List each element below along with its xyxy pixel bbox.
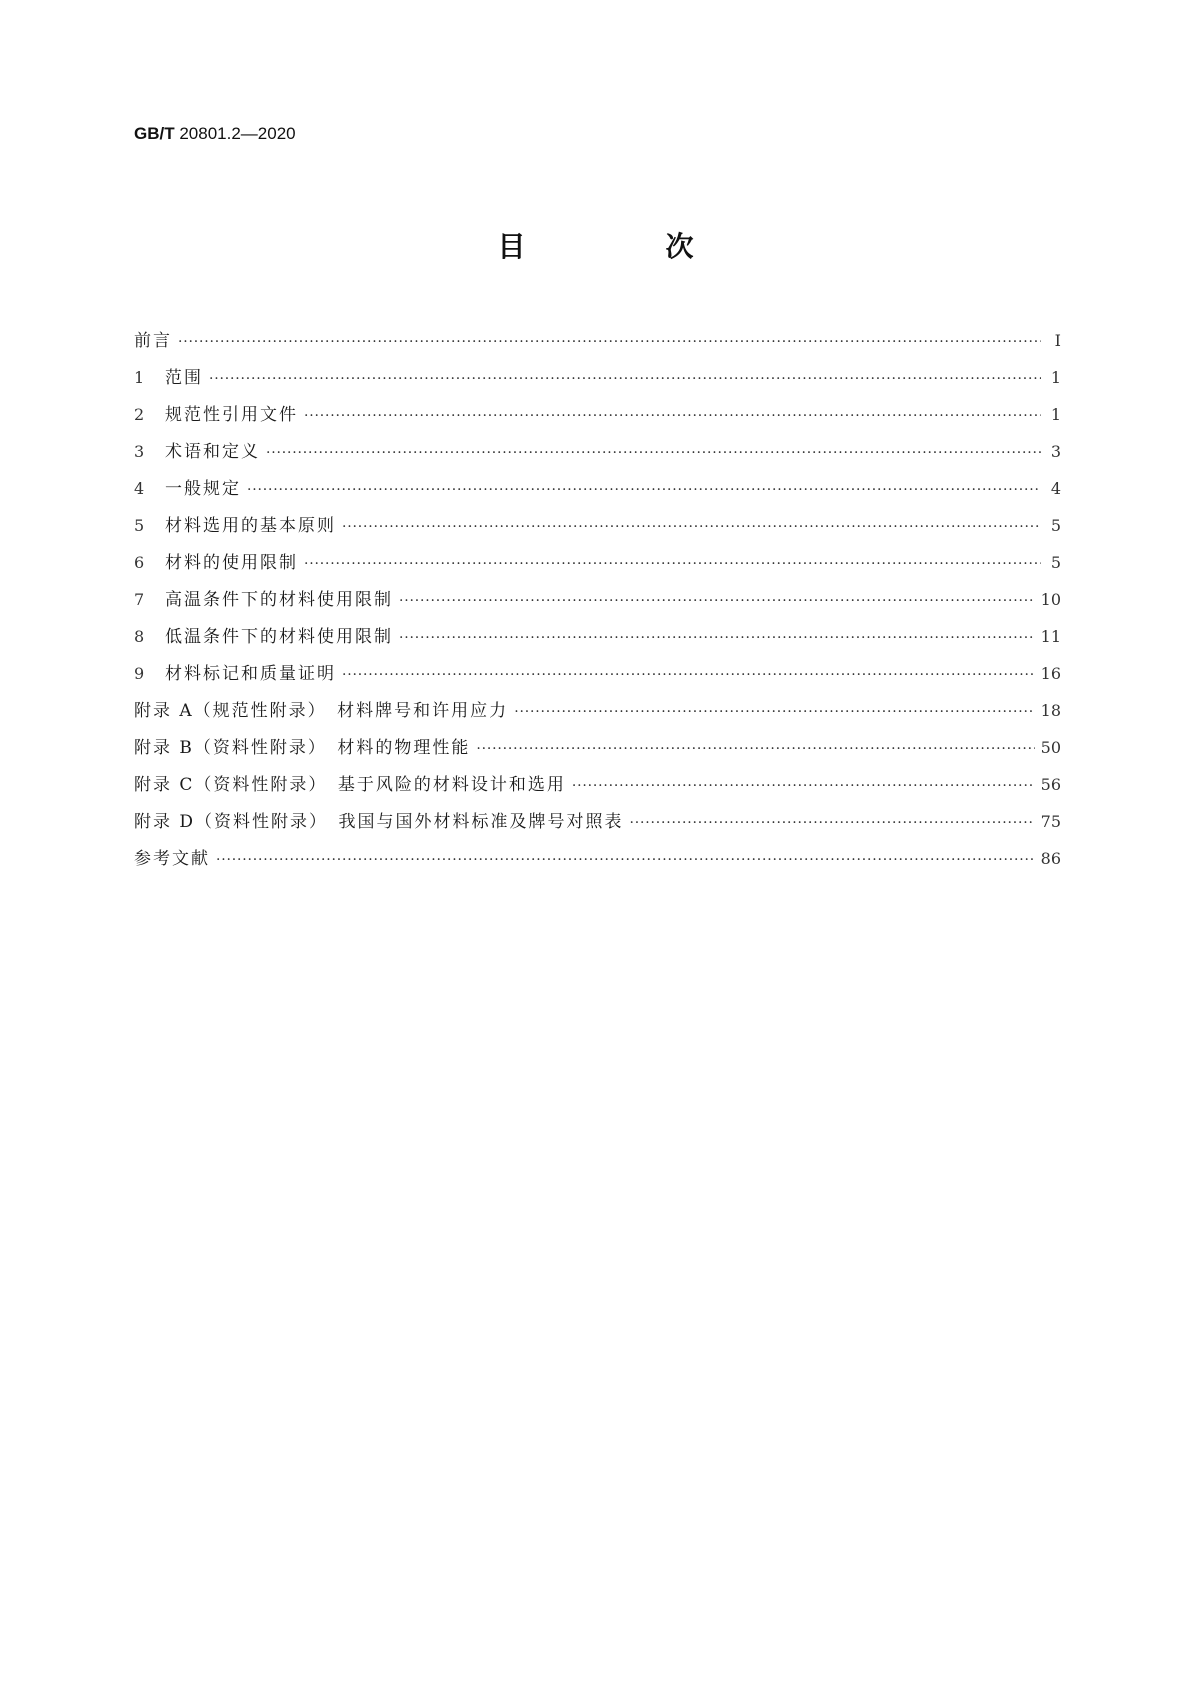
toc-entry-label: 材料的使用限制: [165, 553, 298, 573]
toc-entry-label: 附录 C（资料性附录） 基于风险的材料设计和选用: [134, 775, 566, 795]
toc-leader-dots: [209, 371, 1041, 387]
toc-leader-dots: [216, 852, 1035, 868]
toc-leader-dots: [572, 778, 1035, 794]
toc-entry-page: 10: [1040, 590, 1061, 609]
toc-entry-page: 5: [1050, 553, 1061, 572]
toc-entry-annex-b[interactable]: [134, 733, 1061, 770]
toc-entry-page: 11: [1040, 627, 1061, 646]
toc-leader-dots: [342, 519, 1041, 535]
toc-entry-annex-a[interactable]: [134, 696, 1061, 733]
table-of-contents: [134, 326, 1061, 881]
toc-entry-label: 低温条件下的材料使用限制: [165, 627, 393, 647]
toc-entry-label: 附录 A（规范性附录） 材料牌号和许用应力: [134, 701, 509, 721]
toc-entry-label: 附录 B（资料性附录） 材料的物理性能: [134, 738, 471, 758]
toc-entry-annex-d[interactable]: [134, 807, 1061, 844]
toc-entry-9[interactable]: [134, 659, 1061, 696]
toc-title: 目 次: [497, 230, 750, 263]
toc-entry-page: 5: [1050, 516, 1061, 535]
toc-entry-number: 6: [134, 553, 145, 572]
toc-entry-page: 16: [1040, 664, 1061, 683]
toc-leader-dots: [342, 667, 1035, 683]
toc-entry-page: 50: [1040, 738, 1061, 757]
toc-entry-label: 术语和定义: [165, 442, 260, 462]
toc-entry-number: 8: [134, 627, 145, 646]
toc-entry-3[interactable]: [134, 437, 1061, 474]
toc-entry-label: 参考文献: [134, 849, 210, 869]
toc-entry-label: 高温条件下的材料使用限制: [165, 590, 393, 610]
toc-entry-page: 18: [1040, 701, 1061, 720]
toc-leader-dots: [178, 334, 1041, 350]
standard-code: [134, 124, 296, 144]
toc-entry-number: 1: [134, 368, 145, 387]
toc-entry-number: 5: [134, 516, 145, 535]
toc-entry-number: 2: [134, 405, 145, 424]
toc-entry-bibliography[interactable]: [134, 844, 1061, 881]
toc-entry-2[interactable]: [134, 400, 1061, 437]
toc-entry-annex-c[interactable]: [134, 770, 1061, 807]
toc-entry-page: 56: [1040, 775, 1061, 794]
toc-entry-page: 86: [1040, 849, 1061, 868]
toc-entry-page: 4: [1050, 479, 1061, 498]
toc-entry-number: 9: [134, 664, 145, 683]
toc-leader-dots: [399, 593, 1035, 609]
toc-leader-dots: [630, 815, 1035, 831]
toc-leader-dots: [304, 556, 1041, 572]
toc-entry-label: 规范性引用文件: [165, 405, 298, 425]
toc-entry-page: 75: [1040, 812, 1061, 831]
toc-entry-label: 附录 D（资料性附录） 我国与国外材料标准及牌号对照表: [134, 812, 624, 832]
toc-entry-label: 前言: [134, 331, 172, 351]
toc-entry-8[interactable]: [134, 622, 1061, 659]
toc-entry-page: Ⅰ: [1054, 331, 1061, 350]
toc-entry-page: 1: [1050, 368, 1061, 387]
standard-number: 20801.2—2020: [179, 124, 296, 143]
toc-entry-number: 3: [134, 442, 145, 461]
toc-leader-dots: [399, 630, 1035, 646]
toc-leader-dots: [247, 482, 1041, 498]
toc-entry-preface[interactable]: [134, 326, 1061, 363]
toc-entry-page: 3: [1050, 442, 1061, 461]
toc-entry-number: 7: [134, 590, 145, 609]
toc-entry-1[interactable]: [134, 363, 1061, 400]
toc-leader-dots: [266, 445, 1041, 461]
toc-entry-5[interactable]: [134, 511, 1061, 548]
toc-entry-6[interactable]: [134, 548, 1061, 585]
toc-leader-dots: [514, 704, 1034, 720]
toc-leader-dots: [304, 408, 1041, 424]
toc-entry-label: 一般规定: [165, 479, 241, 499]
standard-prefix: GB/T: [134, 124, 175, 143]
toc-entry-label: 材料标记和质量证明: [165, 664, 336, 684]
toc-entry-7[interactable]: [134, 585, 1061, 622]
toc-entry-4[interactable]: [134, 474, 1061, 511]
toc-entry-page: 1: [1050, 405, 1061, 424]
toc-entry-label: 材料选用的基本原则: [165, 516, 336, 536]
toc-leader-dots: [476, 741, 1034, 757]
toc-entry-number: 4: [134, 479, 145, 498]
toc-entry-label: 范围: [165, 368, 203, 388]
